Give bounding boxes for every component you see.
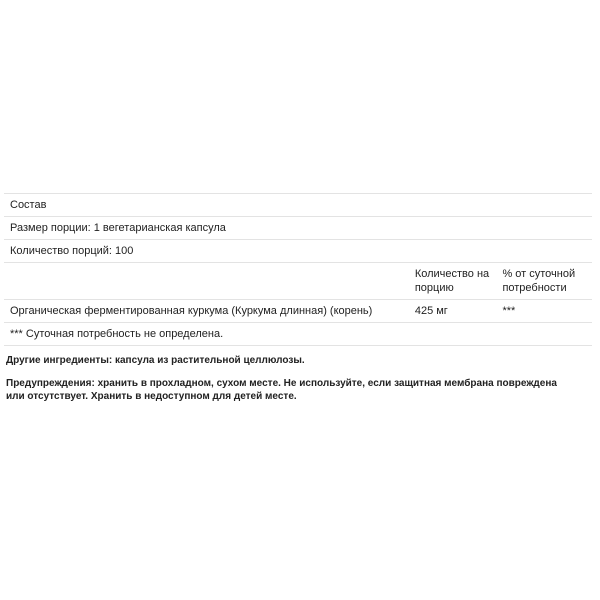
footnote: *** Суточная потребность не определена. (4, 323, 592, 346)
column-header-row (4, 263, 592, 300)
facts-title-row (4, 194, 592, 217)
product-notes (4, 354, 592, 403)
servings-per-container-row (4, 240, 592, 263)
footnote-row (4, 323, 592, 346)
warnings: Предупреждения: хранить в прохладном, сухом месте. Не используйте, если защитная мембрана повреждена или отсутствует. Хранить в недоступном для детей месте. (6, 378, 557, 402)
serving-size-row (4, 217, 592, 240)
supplement-facts (4, 193, 592, 413)
serving-size: Размер порции: 1 вегетарианская капсула (4, 217, 592, 240)
column-header-blank (4, 263, 409, 300)
column-header-amount: Количество на порцию (409, 263, 497, 300)
table-row (4, 300, 592, 323)
ingredient-daily-value: *** (496, 300, 592, 323)
column-header-daily-value: % от суточной потребности (496, 263, 592, 300)
other-ingredients: Другие ингредиенты: капсула из растительной целлюлозы. (6, 355, 305, 366)
facts-title: Состав (4, 194, 592, 217)
supplement-facts-table (4, 193, 592, 346)
ingredient-amount: 425 мг (409, 300, 497, 323)
servings-per-container: Количество порций: 100 (4, 240, 592, 263)
ingredient-name: Органическая ферментированная куркума (Куркума длинная) (корень) (4, 300, 409, 323)
